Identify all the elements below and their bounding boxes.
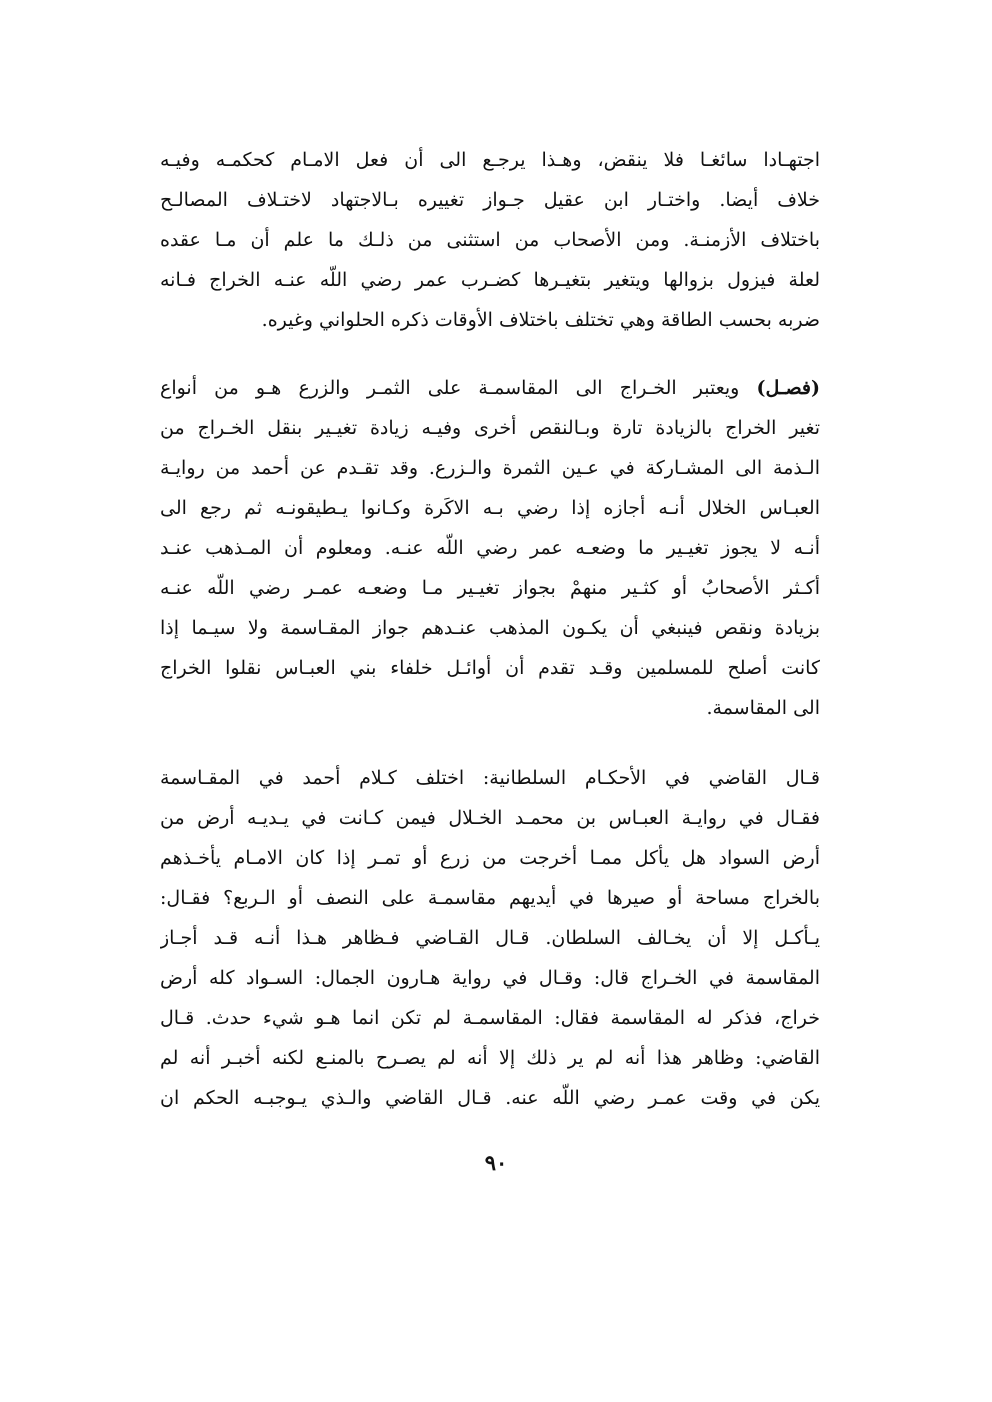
text-line: المقاسمة في الخـراج قال: وقـال في رواية هـارون الجمال: السـواد كله أرض: [160, 967, 820, 989]
text-line: يكن في وقت عمـر رضي اللّه عنه. قـال القاضي والـذي يـوجبـه الحكم ان: [160, 1087, 820, 1109]
text-line: خراج، فذكر له المقاسمة فقال: المقاسمـة لم تكن انما هـو شيء حدث. قـال: [160, 1007, 820, 1029]
text-line: خلاف أيضا. واختـار ابن عقيل جـواز تغييره بـالاجتهاد لاختـلاف المصالـح: [160, 189, 820, 211]
text-line: الـذمة الى المشـاركة في عـين الثمرة والـزرع. وقد تقـدم عن أحمد من روايـة: [160, 457, 820, 479]
text-line: ضربه بحسب الطاقة وهي تختلف باختلاف الأوقات ذكره الحلواني وغيره.: [261, 309, 820, 331]
page-number: ٩٠: [484, 1150, 508, 1175]
section-heading-fasl: (فصـل): [756, 377, 820, 399]
text-line: كانت أصلح للمسلمين وقـد تقدم أن أوائـل خلفاء بني العبـاس نقلوا الخراج: [160, 657, 820, 679]
text-line: أكـثر الأصحابُ أو كثـير منهمْ بجواز تغيـير مـا وضعـه عمـر رضي اللّه عنـه: [160, 577, 820, 599]
text-line: أرض السواد هل يأكل ممـا أخرجت من زرع أو تمـر إذا كان الامـام يأخـذهم: [160, 847, 820, 869]
paragraph-spacer: [160, 340, 820, 368]
text-line: الى المقاسمة.: [706, 697, 820, 719]
page-body: [160, 140, 820, 1118]
text-line: لعلة فيزول بزوالها ويتغير بتغيـرها كضـرب عمر رضي اللّه عنـه الخراج فـانه: [160, 269, 820, 291]
paragraph-3: [160, 758, 820, 1118]
text-line: اجتهـادا سائغـا فلا ينقض، وهـذا يرجـع الى أن فعل الامـام كحكمـه وفيـه: [160, 149, 820, 171]
text-line: العبـاس الخلال أنـه أجازه إذا رضي بـه الاكَرة وكـانوا يـطيقونـه ثم رجع الى: [160, 497, 820, 519]
text-line: بالخراج مساحة أو صيرها في أيديهم مقاسمـة على النصف أو الـربع؟ فقـال:: [160, 887, 820, 909]
text-line: قـال القاضي في الأحكـام السلطانية: اختلف كـلام أحمد في المقـاسمة: [160, 767, 820, 789]
paragraph-2: [160, 368, 820, 728]
text-line: بزيادة ونقص فينبغي أن يكـون المذهب عنـدهم جواز المقـاسمة ولا سيـما إذا: [160, 617, 820, 639]
text-line: فقـال في روايـة العبـاس بن محمـد الخـلال فيمن كـانت في يـديـه أرض من: [160, 807, 820, 829]
text-line: يـأكـل إلا أن يخـالف السلطان. قـال القـاضي فـظاهر هـذا أنـه قـد أجـاز: [160, 927, 820, 949]
text-line: القاضي: وظاهر هذا أنه لم ير ذلك إلا أنه لم يصـرح بالمنـع لكنه أخبـر أنه لم: [160, 1047, 820, 1069]
text-line-rest: ويعتبر الخـراج الى المقاسمـة على الثمـر والزرع هـو من أنواع: [160, 377, 757, 399]
text-line: تغير الخراج بالزيادة تارة وبـالنقص أخرى وفيـه زيادة تغيـير بنقل الخـراج من: [160, 417, 820, 439]
paragraph-spacer: [160, 728, 820, 758]
paragraph-1: [160, 140, 820, 340]
text-line: باختلاف الأزمنـة. ومن الأصحاب من استثنى من ذلـك ما علم أن مـا عقده: [160, 229, 820, 251]
text-line: أنـه لا يجوز تغيـير ما وضعـه عمر رضي اللّه عنـه. ومعلوم أن المـذهب عنـد: [160, 537, 820, 559]
text-line-with-heading: [160, 368, 820, 408]
